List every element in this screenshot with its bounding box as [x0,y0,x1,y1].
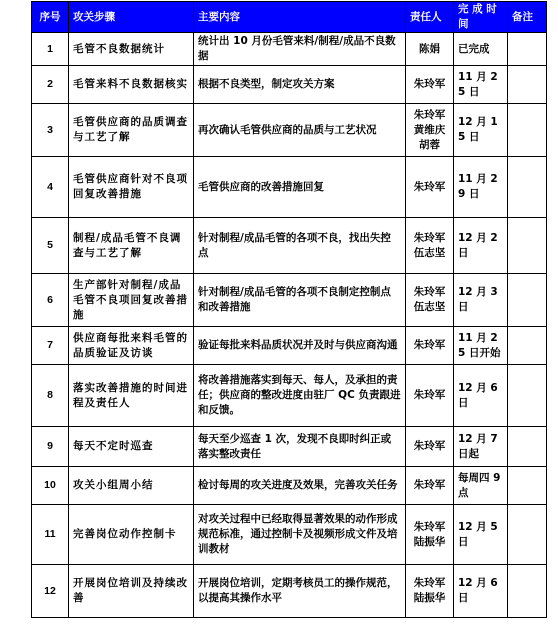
cell-seq: 5 [32,218,69,274]
cell-remark [508,467,547,505]
cell-deadline: 11 月 25 日 [454,66,508,104]
cell-content: 对攻关过程中已经取得显著效果的动作形成规范标准，通过控制卡及视频形成文件及培训教材 [194,505,406,565]
cell-deadline: 12 月 7 日起 [454,427,508,467]
header-remark: 备注 [508,2,547,33]
cell-step: 供应商每批来料毛管的品质验证及访谈 [69,327,194,365]
table-row [32,274,547,327]
cell-responsible: 朱玲军 [406,427,454,467]
cell-responsible: 朱玲军 [406,66,454,104]
cell-seq: 4 [32,157,69,218]
cell-content: 统计出 10 月份毛管来料/制程/成品不良数据 [194,33,406,66]
cell-seq: 3 [32,104,69,157]
cell-responsible: 朱玲军 [406,157,454,218]
cell-step: 完善岗位动作控制卡 [69,505,194,565]
cell-seq: 11 [32,505,69,565]
table-row [32,365,547,427]
table-row [32,467,547,505]
cell-remark [508,33,547,66]
table-row [32,565,547,618]
cell-content: 毛管供应商的改善措施回复 [194,157,406,218]
table-row [32,66,547,104]
cell-seq: 8 [32,365,69,427]
table-row [32,157,547,218]
cell-remark [508,274,547,327]
cell-deadline: 已完成 [454,33,508,66]
cell-seq: 6 [32,274,69,327]
cell-deadline: 12 月 5 日 [454,505,508,565]
cell-responsible: 朱玲军 伍志坚 [406,218,454,274]
cell-step: 攻关小组周小结 [69,467,194,505]
cell-deadline: 12 月 6 日 [454,565,508,618]
cell-deadline: 12 月 15 日 [454,104,508,157]
cell-step: 开展岗位培训及持续改善 [69,565,194,618]
table-row [32,505,547,565]
header-step: 攻关步骤 [69,2,194,33]
cell-remark [508,565,547,618]
cell-remark [508,104,547,157]
cell-seq: 7 [32,327,69,365]
table-row [32,218,547,274]
cell-step: 每天不定时巡查 [69,427,194,467]
cell-seq: 1 [32,33,69,66]
cell-content: 检讨每周的攻关进度及效果，完善攻关任务 [194,467,406,505]
table-header-row [32,2,547,33]
cell-content: 针对制程/成品毛管的各项不良，找出失控点 [194,218,406,274]
header-deadline: 完 成 时 间 [454,2,508,33]
cell-remark [508,505,547,565]
cell-remark [508,427,547,467]
cell-content: 针对制程/成品毛管的各项不良制定控制点和改善措施 [194,274,406,327]
cell-content: 开展岗位培训，定期考核员工的操作规范，以提高其操作水平 [194,565,406,618]
cell-content: 再次确认毛管供应商的品质与工艺状况 [194,104,406,157]
cell-seq: 9 [32,427,69,467]
improvement-plan-table [31,1,547,618]
cell-step: 毛管不良数据统计 [69,33,194,66]
cell-deadline: 每周四 9 点 [454,467,508,505]
cell-responsible: 朱玲军 [406,365,454,427]
cell-step: 生产部针对制程/成品毛管不良项回复改善措施 [69,274,194,327]
cell-step: 落实改善措施的时间进程及责任人 [69,365,194,427]
cell-responsible: 朱玲军 [406,467,454,505]
cell-deadline: 12 月 3 日 [454,274,508,327]
plan-table-wrapper [31,1,546,618]
table-row [32,33,547,66]
cell-content: 验证每批来料品质状况并及时与供应商沟通 [194,327,406,365]
cell-responsible: 朱玲军 陆振华 [406,565,454,618]
cell-remark [508,218,547,274]
cell-deadline: 12 月 2 日 [454,218,508,274]
cell-remark [508,327,547,365]
table-row [32,327,547,365]
cell-step: 毛管来料不良数据核实 [69,66,194,104]
cell-seq: 2 [32,66,69,104]
table-row [32,104,547,157]
cell-content: 每天至少巡查 1 次，发现不良即时纠正或落实整改责任 [194,427,406,467]
cell-step: 毛管供应商针对不良项回复改善措施 [69,157,194,218]
cell-responsible: 朱玲军 [406,327,454,365]
cell-responsible: 朱玲军 陆振华 [406,505,454,565]
cell-responsible: 朱玲军 黄维庆 胡蓉 [406,104,454,157]
cell-responsible: 朱玲军 伍志坚 [406,274,454,327]
cell-remark [508,365,547,427]
header-responsible: 责任人 [406,2,454,33]
cell-remark [508,66,547,104]
cell-remark [508,157,547,218]
cell-content: 根据不良类型，制定攻关方案 [194,66,406,104]
header-seq: 序号 [32,2,69,33]
cell-step: 制程/成品毛管不良调查与工艺了解 [69,218,194,274]
table-row [32,427,547,467]
cell-seq: 10 [32,467,69,505]
header-content: 主要内容 [194,2,406,33]
cell-step: 毛管供应商的品质调查与工艺了解 [69,104,194,157]
cell-deadline: 12 月 6 日 [454,365,508,427]
cell-seq: 12 [32,565,69,618]
cell-deadline: 11 月 25 日开始 [454,327,508,365]
cell-deadline: 11 月 29 日 [454,157,508,218]
cell-responsible: 陈娟 [406,33,454,66]
cell-content: 将改善措施落实到每天、每人，及承担的责任；供应商的整改进度由驻厂 QC 负责跟进和反馈。 [194,365,406,427]
